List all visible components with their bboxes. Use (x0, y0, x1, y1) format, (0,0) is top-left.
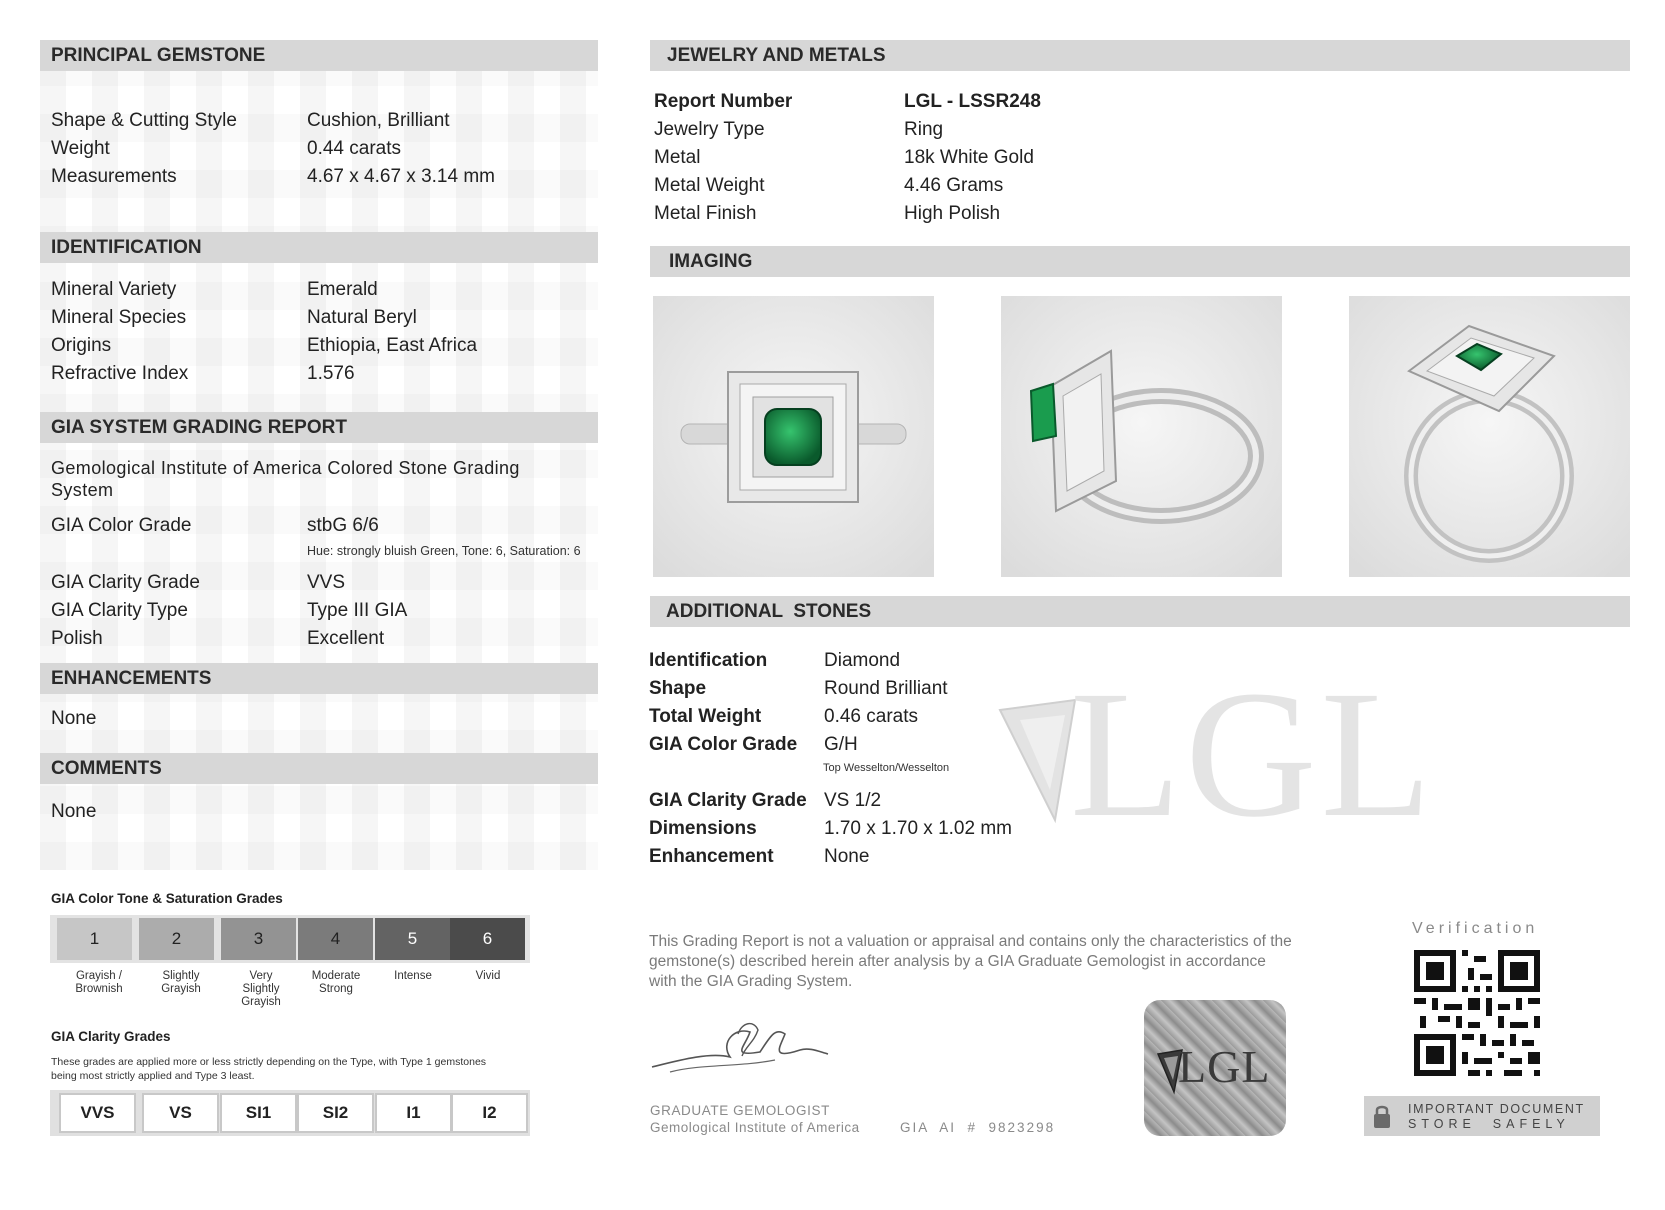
lgl-watermark-logo (990, 654, 1436, 855)
additional-value: Round Brilliant (824, 678, 948, 699)
jewelry-label: Metal (654, 147, 701, 168)
clarity-grade: SI2 (297, 1093, 374, 1133)
principal-gemstone-header: PRINCIPAL GEMSTONE (40, 40, 598, 71)
tone-scale-title: GIA Color Tone & Saturation Grades (51, 891, 283, 906)
hologram-seal (1144, 1000, 1286, 1136)
ring-photo-angled (1349, 296, 1630, 577)
identification-value: Natural Beryl (307, 307, 417, 328)
gemologist-institute: Gemological Institute of America (650, 1120, 860, 1135)
additional-value: 1.70 x 1.70 x 1.02 mm (824, 818, 1012, 839)
lgl-watermark-text: LGL (1070, 654, 1436, 855)
additional-label: Shape (649, 678, 707, 699)
identification-label: Origins (51, 335, 112, 356)
left-watermark-panel (40, 40, 598, 870)
gia-label: GIA Clarity Type (51, 600, 188, 621)
identification-value: Emerald (307, 279, 378, 300)
additional-label: Total Weight (649, 706, 762, 727)
comments-value: None (51, 801, 97, 822)
clarity-grade: VS (142, 1093, 219, 1133)
jewelry-metals-header: JEWELRY AND METALS (650, 40, 1630, 71)
clarity-scale-note: These grades are applied more or less strictly depending on the Type, with Type 1 gemstones being most strictly applied and Type 3 least. (51, 1056, 487, 1082)
gia-label: Polish (51, 628, 103, 649)
identification-label: Refractive Index (51, 363, 189, 384)
tone-step-label: Intense (394, 970, 432, 982)
identification-label: Mineral Species (51, 307, 187, 328)
jewelry-label: Metal Weight (654, 175, 765, 196)
additional-value: Diamond (824, 650, 901, 671)
clarity-grade: VVS (59, 1093, 136, 1133)
principal-value: Cushion, Brilliant (307, 110, 450, 131)
clarity-grade: I2 (451, 1093, 528, 1133)
verification-qr-code[interactable] (1414, 950, 1540, 1076)
ring-photo-side (1001, 296, 1282, 577)
tone-step: 4 (298, 918, 373, 960)
additional-value: G/H (824, 734, 858, 755)
clarity-grade: SI1 (220, 1093, 297, 1133)
comments-header: COMMENTS (40, 753, 598, 784)
important-document-line2: STORE SAFELY (1408, 1117, 1570, 1131)
clarity-scale-title: GIA Clarity Grades (51, 1029, 171, 1044)
jewelry-value: 4.46 Grams (904, 175, 1004, 196)
principal-value: 0.44 carats (307, 138, 401, 159)
additional-label: Identification (649, 650, 768, 671)
additional-label: GIA Clarity Grade (649, 790, 807, 811)
principal-label: Measurements (51, 166, 177, 187)
gia-color-value: stbG 6/6 (307, 515, 379, 536)
gia-system-text: Gemological Institute of America Colored Stone Grading System (51, 458, 520, 500)
tone-step: 5 (375, 918, 450, 960)
additional-stones-header: ADDITIONAL STONES (650, 596, 1630, 627)
identification-header: IDENTIFICATION (40, 232, 598, 263)
additional-label: GIA Color Grade (649, 734, 798, 755)
tone-step-label: Grayish / Brownish (75, 970, 123, 995)
gia-grading-header: GIA SYSTEM GRADING REPORT (40, 412, 598, 443)
disclaimer-text: This Grading Report is not a valuation or appraisal and contains only the characteristics of the gemstone(s) described herein after analysis by a GIA Graduate Gemologist in accordance with the GIA Grading System. (649, 933, 1292, 990)
principal-value: 4.67 x 4.67 x 3.14 mm (307, 166, 495, 187)
identification-label: Mineral Variety (51, 279, 177, 300)
jewelry-label: Jewelry Type (654, 119, 765, 140)
jewelry-value: 18k White Gold (904, 147, 1034, 168)
enhancements-value: None (51, 708, 97, 729)
jewelry-label: Report Number (654, 91, 793, 112)
enhancements-header: ENHANCEMENTS (40, 663, 598, 694)
lock-icon (1372, 1103, 1392, 1129)
tone-step: 6 (450, 918, 525, 960)
tone-step-label: Vivid (475, 970, 501, 982)
tone-step: 1 (57, 918, 132, 960)
identification-value: 1.576 (307, 363, 355, 384)
gia-value: Excellent (307, 628, 385, 649)
gia-value: VVS (307, 572, 346, 593)
tone-step-label: Moderate Strong (311, 970, 361, 995)
gia-value: Type III GIA (307, 600, 408, 621)
important-document-line1: IMPORTANT DOCUMENT (1408, 1102, 1585, 1116)
hologram-logo-text: LGL (1178, 1041, 1271, 1092)
verification-title: Verification (1412, 920, 1539, 937)
jewelry-value: Ring (904, 119, 944, 140)
jewelry-label: Metal Finish (654, 203, 757, 224)
important-document-badge (1364, 1096, 1600, 1136)
additional-value: None (824, 846, 870, 867)
hue-note: Hue: strongly bluish Green, Tone: 6, Saturation: 6 (307, 544, 581, 558)
additional-label: Dimensions (649, 818, 757, 839)
tone-step: 3 (221, 918, 296, 960)
imaging-header: IMAGING (650, 246, 1630, 277)
tone-step-label: Very Slightly Grayish (241, 970, 281, 1008)
additional-value: VS 1/2 (824, 790, 882, 811)
clarity-grade: I1 (375, 1093, 452, 1133)
tone-step: 2 (139, 918, 214, 960)
gemologist-signature (650, 1012, 830, 1082)
jewelry-value: LGL - LSSR248 (904, 91, 1041, 112)
tone-step-label: Slightly Grayish (161, 970, 201, 995)
gia-label: GIA Clarity Grade (51, 572, 200, 593)
principal-label: Weight (51, 138, 110, 159)
additional-label: Enhancement (649, 846, 774, 867)
ring-photo-front (653, 296, 934, 577)
jewelry-value: High Polish (904, 203, 1001, 224)
additional-color-note: Top Wesselton/Wesselton (823, 762, 950, 774)
principal-label: Shape & Cutting Style (51, 110, 237, 131)
identification-value: Ethiopia, East Africa (307, 335, 478, 356)
gemologist-id: GIA AI # 9823298 (900, 1120, 1056, 1135)
gemologist-title: GRADUATE GEMOLOGIST (650, 1103, 830, 1118)
additional-value: 0.46 carats (824, 706, 918, 727)
gia-color-label: GIA Color Grade (51, 515, 192, 536)
